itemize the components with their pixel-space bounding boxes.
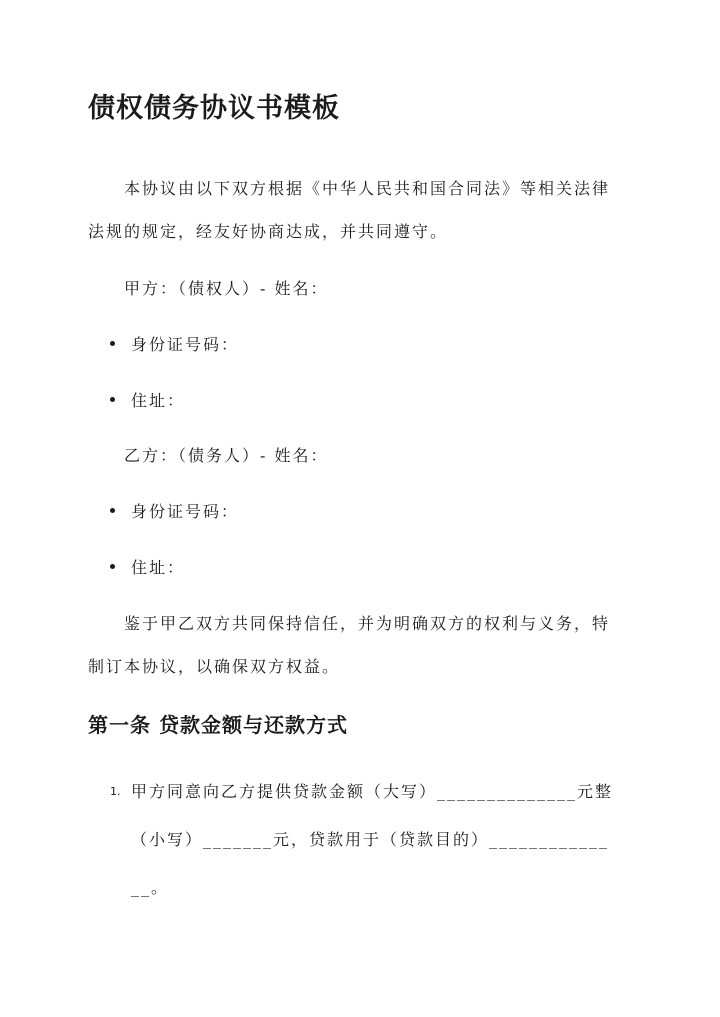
article-1-item-1-line-3: __。	[131, 878, 170, 897]
party-b-name-label: 乙方：（债务人）- 姓名：	[124, 446, 329, 465]
party-a-address-label: 住址：	[131, 391, 186, 410]
list-item-number: 1.	[110, 785, 121, 798]
intro-line-1: 本协议由以下双方根据《中华人民共和国合同法》等相关法律	[124, 179, 611, 198]
party-b-address-label: 住址：	[131, 558, 186, 577]
article-1-item-1-line-2: （小写）_______元，贷款用于（贷款目的）____________	[131, 830, 610, 849]
bullet-icon	[110, 341, 115, 346]
bullet-icon	[110, 397, 115, 402]
bullet-icon	[110, 508, 115, 513]
article-1-item-1-line-1: 甲方同意向乙方提供贷款金额（大写）______________元整	[131, 782, 614, 801]
party-b-id-label: 身份证号码：	[131, 502, 240, 521]
bullet-icon	[110, 564, 115, 569]
document-title: 债权债务协议书模板	[88, 93, 340, 124]
purpose-line-2: 制订本协议，以确保双方权益。	[88, 657, 341, 676]
party-a-id-label: 身份证号码：	[131, 335, 240, 354]
intro-line-2: 法规的规定，经友好协商达成，并共同遵守。	[88, 222, 449, 241]
purpose-line-1: 鉴于甲乙双方共同保持信任，并为明确双方的权利与义务，特	[124, 614, 611, 633]
party-a-name-label: 甲方：（债权人）- 姓名：	[124, 279, 329, 298]
article-1-heading: 第一条 贷款金额与还款方式	[88, 713, 348, 737]
